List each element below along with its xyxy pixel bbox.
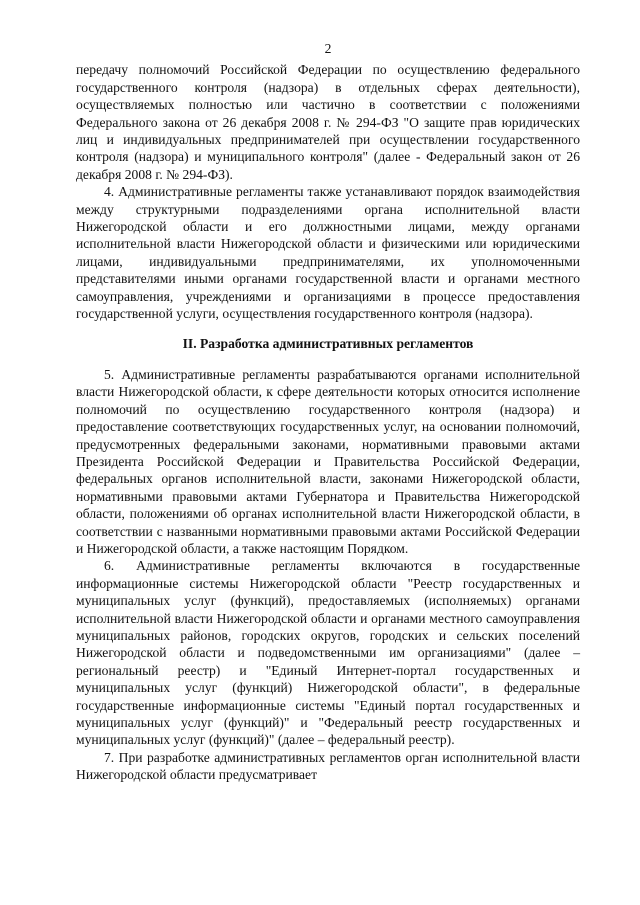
paragraph-6: 6. Административные регламенты включаются в государственные информационные системы Нижегородской области "Реестр государственных и муниципальных услуг (функций), предоставляемых (исполняемых) органами исполнительной власти Нижегородской области и органами местного самоуправления муниципальных районов, городских округов, городских и сельских поселений Нижегородской области и подведомственными им организациями" (далее – региональный реестр) и "Единый Интернет-портал государственных и муниципальных услуг (функций) Нижегородской области", в федеральные государственные информационные системы "Единый портал государственных и муниципальных услуг (функций)" и "Федеральный реестр государственных и муниципальных услуг (функций)" (далее – федеральный реестр). — [76, 558, 580, 748]
section-heading: II. Разработка административных регламентов — [182, 335, 474, 351]
paragraph-4: 4. Административные регламенты также устанавливают порядок взаимодействия между структурными подразделениями органа исполнительной власти Нижегородской области и его должностными лицами, между органами исполнительной власти Нижегородской области и физическими или юридическими лицами, индивидуальными предпринимателями, их уполномоченными представителями иными органами государственной власти и органами местного самоуправления, учреждениями и организациями в процессе предоставления государственной услуги, осуществления государственного контроля (надзора). — [76, 184, 580, 322]
paragraph-continuation: передачу полномочий Российской Федерации по осуществлению федерального государственного контроля (надзора) в отдельных сферах деятельности), осуществляемых полностью или частично в соответствии с положениями Федерального закона от 26 декабря 2008 г. № 294-ФЗ "О защите прав юридических лиц и индивидуальных предпринимателей при осуществлении государственного контроля (надзора) и муниципального контроля" (далее - Федеральный закон от 26 декабря 2008 г. № 294-ФЗ). — [76, 62, 580, 182]
document-page — [76, 40, 580, 784]
paragraph-5: 5. Административные регламенты разрабатываются органами исполнительной власти Нижегородской области, к сфере деятельности которых относится исполнение полномочий по осуществлению государственного контроля (надзора) и предоставление соответствующих государственных услуг, на основании полномочий, предусмотренных федеральными законами, нормативными правовыми актами Президента Российской Федерации и Правительства Российской Федерации, федеральных органов исполнительной власти, законами Нижегородской области, нормативными правовыми актами Губернатора и Правительства Нижегородской области, положениями об органах исполнительной власти Нижегородской области, в соответствии с названными нормативными правовыми актами Российской Федерации и Нижегородской области, а также настоящим Порядком. — [76, 366, 580, 556]
page-number: 2 — [324, 41, 332, 56]
paragraph-7: 7. При разработке административных регламентов орган исполнительной власти Нижегородской области предусматривает — [76, 749, 580, 783]
